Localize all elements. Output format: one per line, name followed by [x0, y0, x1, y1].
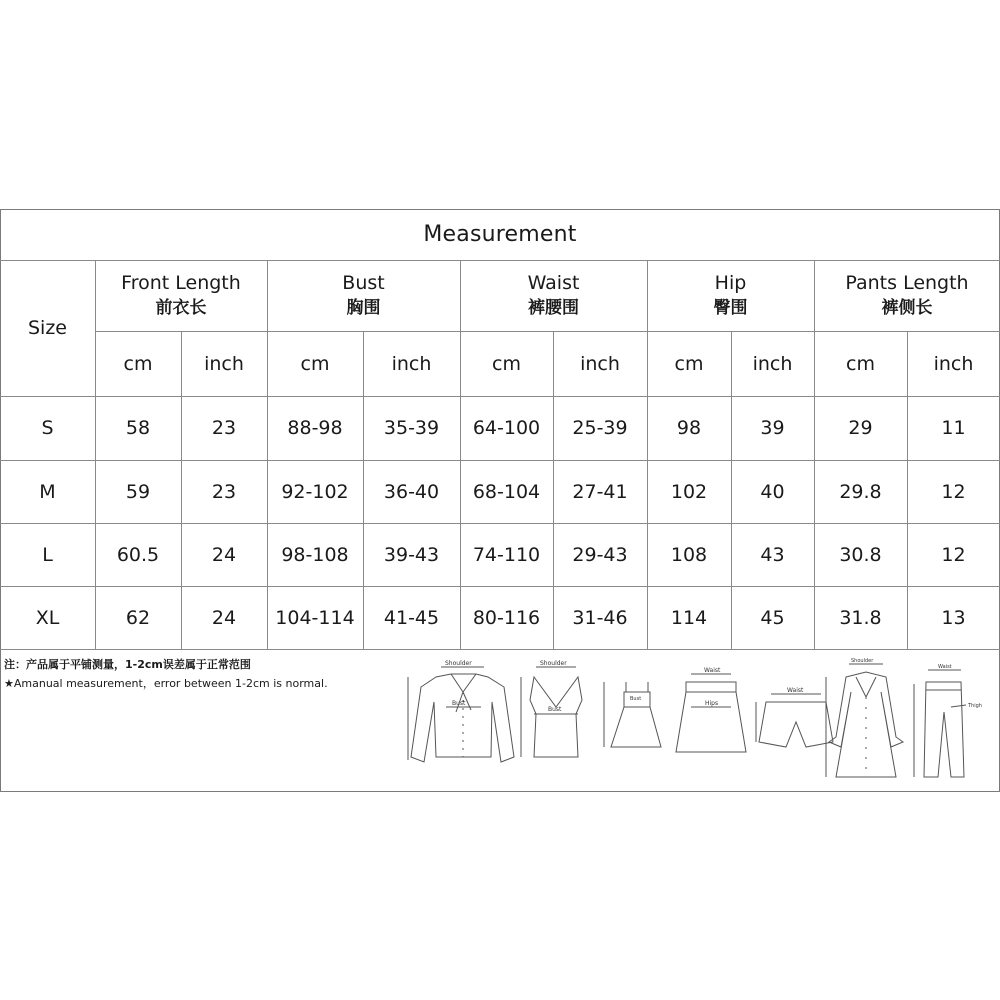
header-en-label: Hip [714, 271, 747, 294]
header-en-label: Pants Length [845, 271, 969, 294]
svg-text:Waist: Waist [938, 664, 952, 670]
table-cell: 114 [670, 606, 708, 629]
table-cell: 31-46 [572, 606, 628, 629]
divider [907, 331, 908, 649]
table-cell: 24 [211, 543, 237, 566]
svg-text:Thigh: Thigh [968, 703, 982, 709]
table-title: Measurement [423, 222, 577, 247]
unit-cm: cm [123, 352, 153, 375]
divider [731, 331, 732, 649]
unit-cm: cm [846, 352, 875, 375]
header-en-label: Front Length [121, 271, 241, 294]
table-cell: 41-45 [383, 606, 440, 629]
unit-cm: cm [492, 352, 521, 375]
table-cell: 24 [211, 606, 237, 629]
note-english: ★Amanual measurement，error between 1-2cm is normal. [4, 677, 328, 690]
table-cell: 59 [125, 480, 151, 503]
divider [553, 331, 554, 649]
table-cell: 98 [676, 417, 702, 439]
table-cell: 35-39 [383, 417, 440, 439]
svg-text:Bust: Bust [548, 706, 562, 713]
table-cell: 68-104 [472, 480, 541, 503]
divider [95, 260, 96, 649]
divider [0, 523, 1000, 524]
divider [363, 331, 364, 649]
table-cell: 12 [941, 480, 966, 503]
table-cell: 39-43 [383, 543, 440, 566]
svg-text:Hips: Hips [705, 700, 719, 707]
divider [647, 260, 648, 649]
table-cell: 36-40 [383, 480, 440, 503]
unit-inch: inch [752, 352, 793, 375]
table-cell: 58 [125, 417, 151, 439]
svg-text:Shoulder: Shoulder [445, 660, 472, 667]
header-waist [460, 260, 647, 331]
svg-text:Shoulder: Shoulder [540, 660, 567, 667]
divider [460, 260, 461, 649]
unit-inch: inch [204, 352, 244, 375]
header-pants-length [814, 260, 1000, 331]
divider [181, 331, 182, 649]
note-chinese: 注：产品属于平铺测量，1-2cm误差属于正常范围 [4, 658, 251, 671]
size-label: L [42, 543, 53, 566]
svg-text:Bust: Bust [452, 700, 466, 707]
size-label: M [39, 480, 56, 503]
size-label: XL [35, 606, 60, 629]
table-cell: 25-39 [572, 417, 628, 439]
table-cell: 27-41 [572, 480, 628, 503]
unit-cm: cm [674, 352, 704, 375]
unit-cm: cm [300, 352, 330, 375]
divider [0, 396, 1000, 397]
unit-inch: inch [580, 352, 620, 375]
size-label: S [41, 417, 54, 439]
header-cn-label: 裤侧长 [881, 297, 933, 318]
header-cn-label: 胸围 [346, 297, 381, 318]
unit-inch: inch [391, 352, 432, 375]
divider [0, 260, 1000, 261]
table-cell: 108 [670, 543, 708, 566]
header-cn-label: 臀围 [713, 297, 748, 318]
header-bust [267, 260, 460, 331]
divider [0, 586, 1000, 587]
svg-text:Waist: Waist [787, 687, 804, 694]
dress-sketch-icon [604, 682, 661, 747]
divider [95, 331, 1000, 332]
pants-sketch-icon [914, 664, 982, 777]
divider [267, 260, 268, 649]
divider [814, 260, 815, 649]
table-cell: 13 [941, 606, 966, 629]
header-en-label: Bust [342, 271, 385, 294]
table-cell: 60.5 [116, 543, 160, 566]
divider [0, 460, 1000, 461]
skirt-sketch-icon [676, 667, 746, 752]
table-cell: 23 [211, 480, 237, 503]
table-cell: 40 [760, 480, 785, 503]
size-column-header: Size [27, 317, 67, 339]
tank-top-sketch-icon [521, 660, 582, 757]
table-cell: 88-98 [287, 417, 343, 439]
table-cell: 92-102 [281, 480, 349, 503]
table-cell: 12 [941, 543, 966, 566]
table-cell: 30.8 [839, 543, 882, 566]
table-cell: 64-100 [472, 417, 541, 439]
header-hip [647, 260, 814, 331]
table-cell: 29-43 [572, 543, 628, 566]
table-cell: 62 [125, 606, 151, 629]
blouse-sketch-icon [408, 660, 514, 762]
table-cell: 43 [760, 543, 785, 566]
table-cell: 80-116 [472, 606, 541, 629]
coat-sketch-icon [826, 658, 903, 777]
table-cell: 104-114 [275, 606, 355, 629]
table-cell: 29 [848, 417, 873, 439]
header-cn-label: 前衣长 [155, 297, 207, 318]
svg-text:Bust: Bust [630, 696, 642, 702]
divider [0, 649, 1000, 650]
header-front-length [95, 260, 267, 331]
table-cell: 23 [211, 417, 237, 439]
header-cn-label: 裤腰围 [528, 297, 579, 318]
table-cell: 29.8 [839, 480, 882, 503]
svg-text:Shoulder: Shoulder [851, 658, 874, 664]
table-cell: 98-108 [281, 543, 349, 566]
table-cell: 11 [941, 417, 966, 439]
table-cell: 31.8 [839, 606, 882, 629]
table-cell: 74-110 [472, 543, 541, 566]
table-cell: 45 [760, 606, 785, 629]
svg-text:Waist: Waist [704, 667, 721, 674]
shorts-sketch-icon [756, 687, 833, 747]
table-cell: 102 [670, 480, 708, 503]
table-cell: 39 [760, 417, 785, 439]
unit-inch: inch [933, 352, 974, 375]
garment-measurement-diagram [396, 652, 996, 787]
header-en-label: Waist [527, 271, 580, 294]
